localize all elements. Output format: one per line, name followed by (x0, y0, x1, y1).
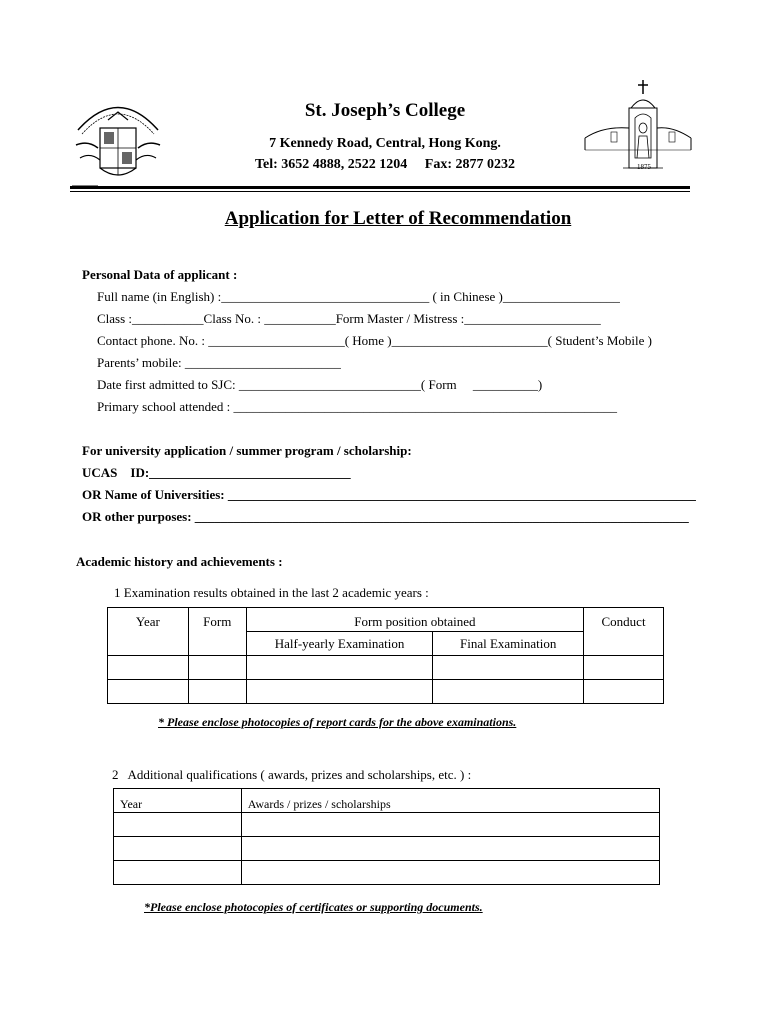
full-name-field[interactable]: Full name (in English) :________________________________ ( in Chinese )__________________ (97, 289, 620, 304)
exam-cell-form[interactable] (188, 680, 246, 704)
qual-cell-year[interactable] (114, 861, 242, 885)
parents-mobile-field[interactable]: Parents’ mobile: ________________________ (97, 355, 341, 370)
exam-header-final: Final Examination (433, 632, 584, 656)
qual-header-awards: Awards / prizes / scholarships (241, 789, 659, 813)
exam-results-table (107, 607, 664, 704)
exam-cell-year[interactable] (108, 656, 189, 680)
exam-cell-half-yearly[interactable] (246, 680, 433, 704)
college-contact: Tel: 3652 4888, 2522 1204 Fax: 2877 0232 (254, 157, 516, 172)
qualifications-table (113, 788, 660, 885)
building-year: 1875 (637, 163, 651, 171)
header-rule-thick (70, 186, 690, 189)
exam-cell-year[interactable] (108, 680, 189, 704)
academic-heading: Academic history and achievements : (76, 554, 283, 569)
qual-cell-awards[interactable] (241, 861, 659, 885)
universities-field[interactable]: OR Name of Universities: ________________________________________________________________________ (82, 487, 696, 502)
class-field[interactable]: Class :___________Class No. : ___________Form Master / Mistress :_____________________ (97, 311, 601, 326)
exam-table-row (108, 656, 664, 680)
college-name: St. Joseph’s College (304, 100, 466, 121)
exam-cell-final[interactable] (433, 656, 584, 680)
header-rule-thin (70, 191, 690, 192)
exam-cell-conduct[interactable] (584, 680, 664, 704)
date-admitted-field[interactable]: Date first admitted to SJC: ____________________________( Form __________) (97, 377, 543, 392)
personal-data-heading: Personal Data of applicant : (82, 267, 238, 282)
exam-header-position: Form position obtained (246, 608, 583, 632)
college-address: 7 Kennedy Road, Central, Hong Kong. (269, 136, 501, 151)
exam-table-row (108, 680, 664, 704)
ucas-id-field[interactable]: UCAS ID:_______________________________ (82, 465, 351, 480)
university-heading: For university application / summer program / scholarship: (82, 443, 412, 458)
qual-table-row (114, 813, 660, 837)
qual-header-year: Year (114, 789, 242, 813)
primary-school-field[interactable]: Primary school attended : ___________________________________________________________ (97, 399, 617, 414)
qual-cell-year[interactable] (114, 813, 242, 837)
exam-header-form: Form (188, 608, 246, 656)
document-title: Application for Letter of Recommendation (224, 208, 572, 229)
exam-cell-final[interactable] (433, 680, 584, 704)
exam-results-title: 1 Examination results obtained in the last 2 academic years : (114, 585, 429, 600)
exam-header-half-yearly: Half-yearly Examination (246, 632, 433, 656)
exam-header-conduct: Conduct (584, 608, 664, 656)
qualifications-note: *Please enclose photocopies of certificates or supporting documents. (144, 900, 483, 914)
exam-cell-form[interactable] (188, 656, 246, 680)
qualifications-title: 2 Additional qualifications ( awards, prizes and scholarships, etc. ) : (112, 767, 472, 782)
qual-cell-awards[interactable] (241, 837, 659, 861)
qual-cell-awards[interactable] (241, 813, 659, 837)
exam-cell-conduct[interactable] (584, 656, 664, 680)
qual-table-row (114, 861, 660, 885)
qual-cell-year[interactable] (114, 837, 242, 861)
other-purposes-field[interactable]: OR other purposes: ____________________________________________________________________________ (82, 509, 689, 524)
contact-phone-field[interactable]: Contact phone. No. : _____________________( Home )________________________( Student’s Mobile ) (97, 333, 652, 348)
exam-header-year: Year (108, 608, 189, 656)
exam-cell-half-yearly[interactable] (246, 656, 433, 680)
exam-note: * Please enclose photocopies of report cards for the above examinations. (158, 715, 517, 729)
qual-table-row (114, 837, 660, 861)
